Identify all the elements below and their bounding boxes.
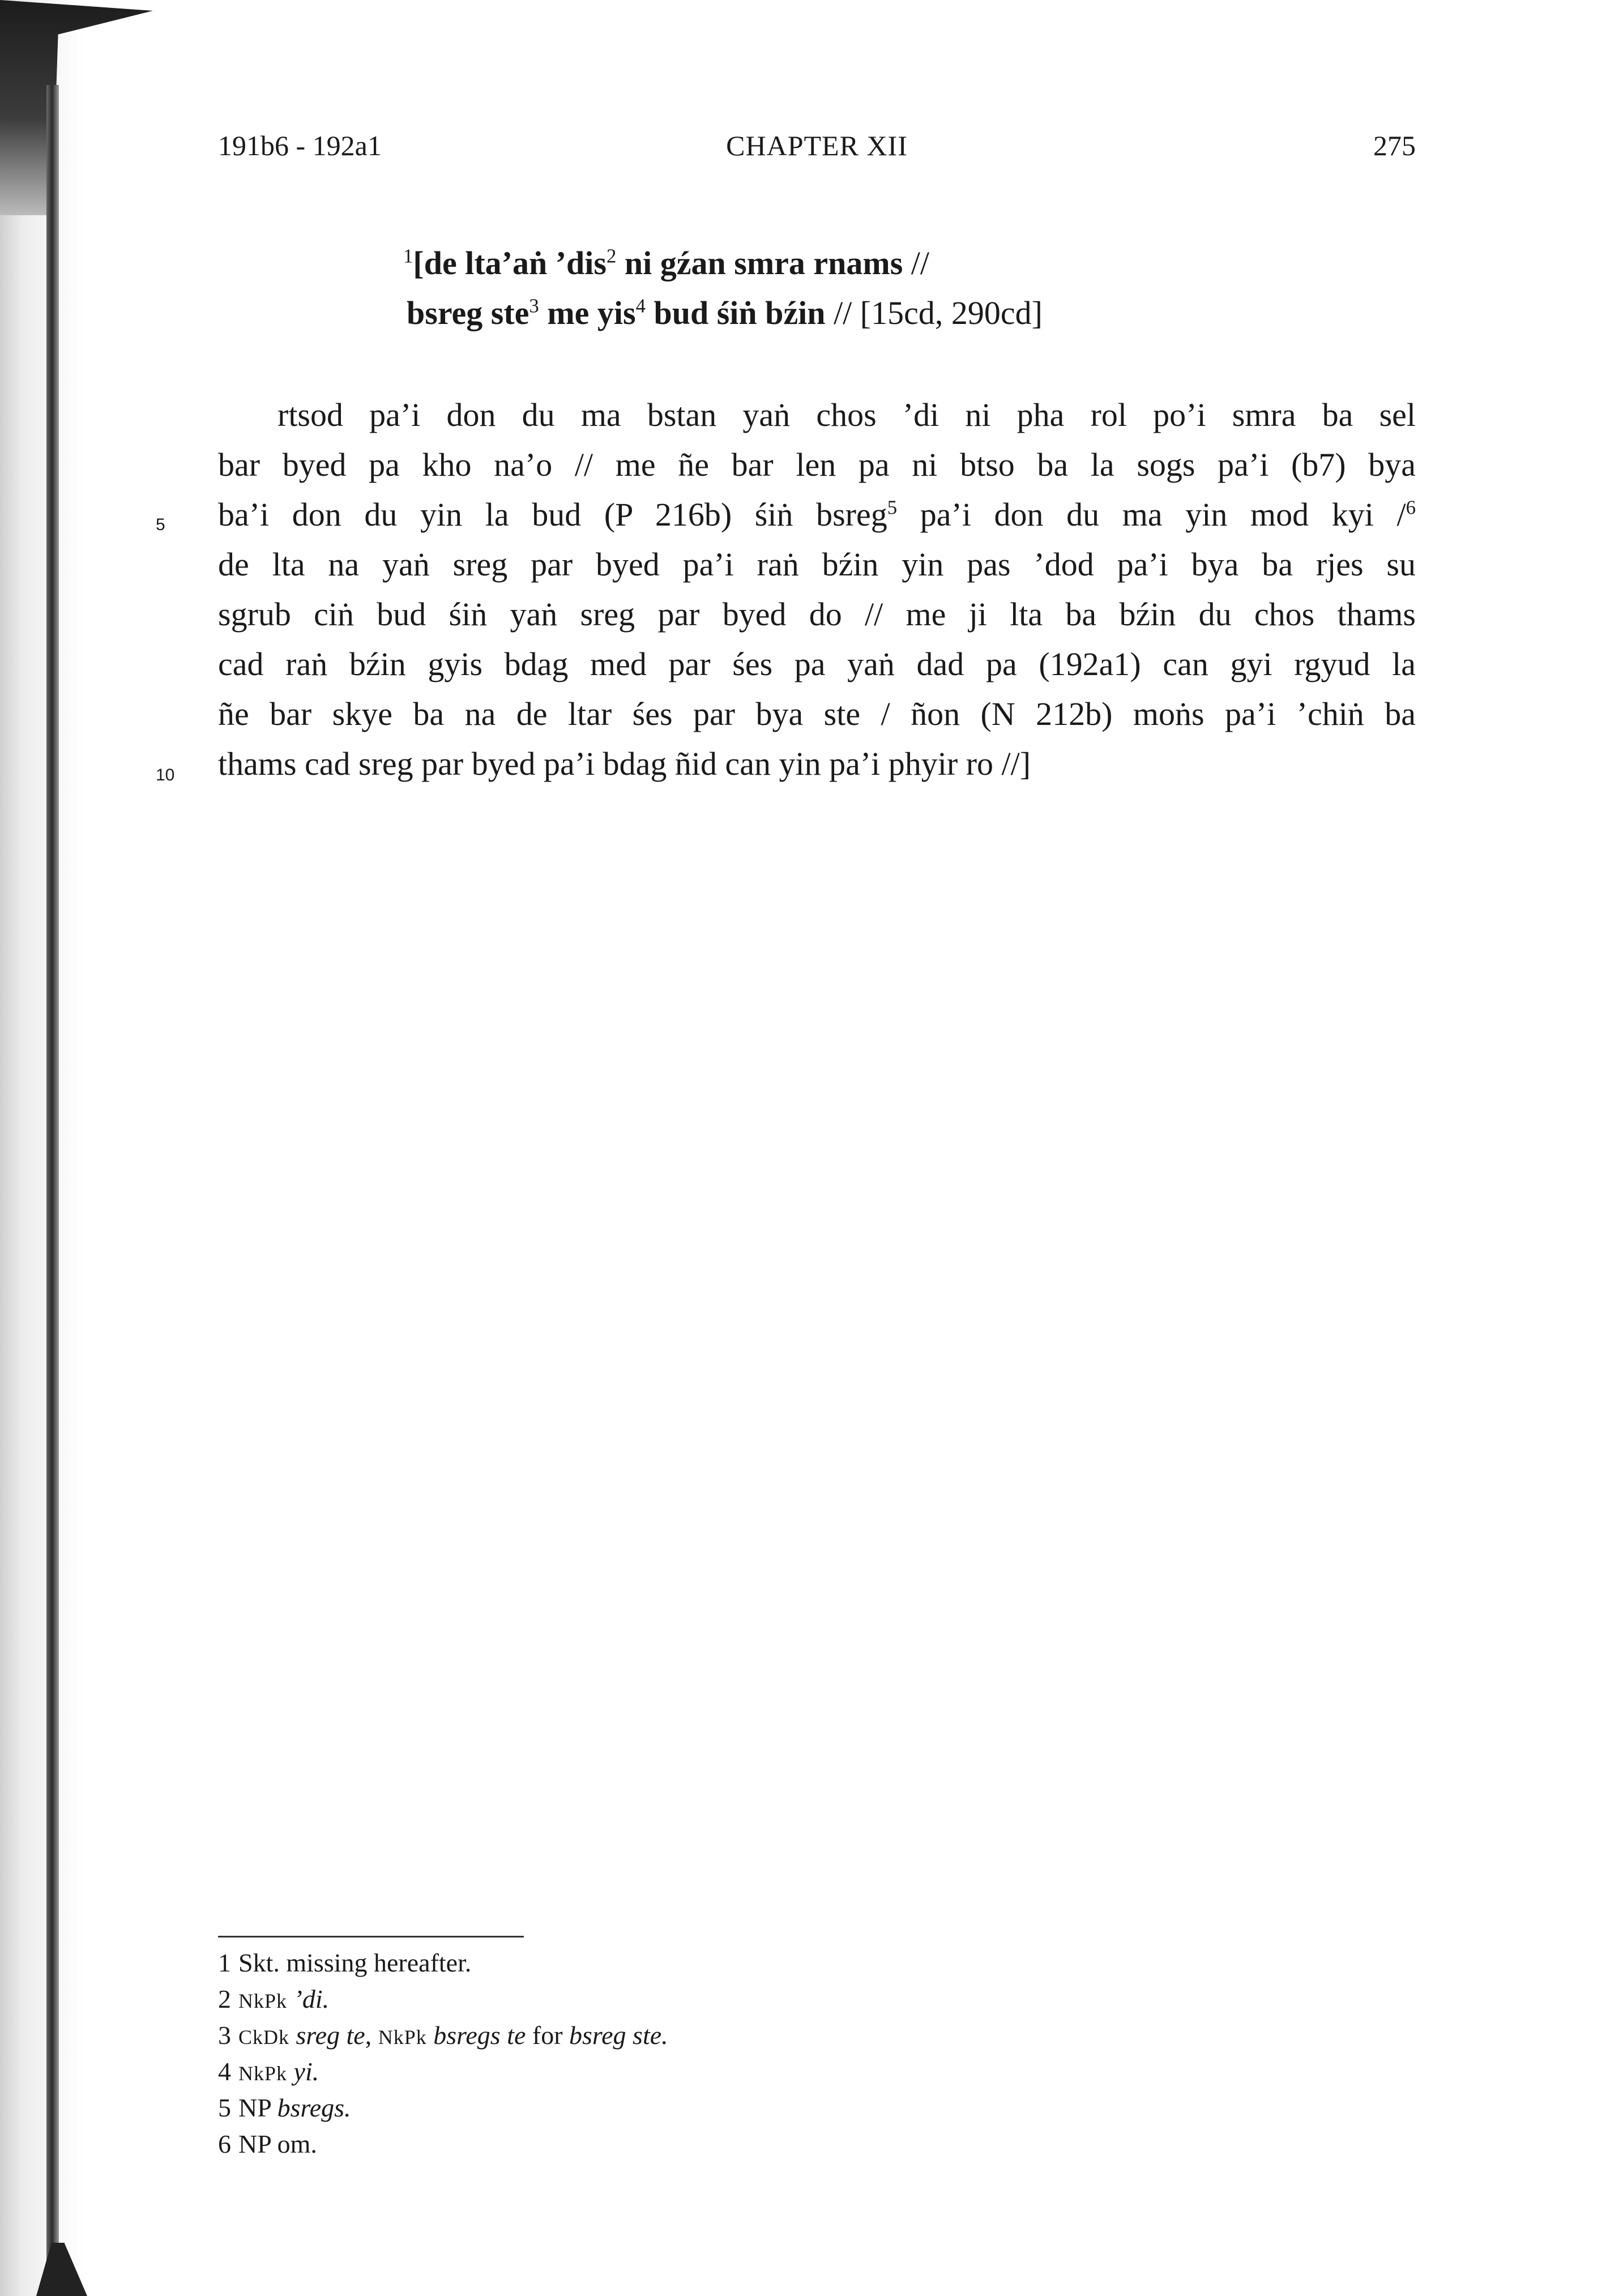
footnote	[218, 2020, 668, 2053]
footnote-number: 6	[218, 2129, 231, 2158]
verse-text: bsreg ste	[407, 295, 529, 331]
footnote-text: ,	[365, 2021, 378, 2050]
text-segment: ba’i don du yin la bud (P 216b) śiṅ bsreg	[218, 496, 887, 533]
verse-text: [de lta’aṅ ’dis	[413, 245, 607, 281]
footnote	[218, 2056, 319, 2089]
text-line: ñe bar skye ba na de ltar śes par bya ste / ñon (N 212b) moṅs pa’i ’chiṅ ba	[218, 695, 1416, 732]
footnote-ref: 4	[635, 295, 646, 317]
text-segment: pa’i don du ma yin mod kyi /	[897, 496, 1406, 533]
manuscript-siglum: NkPk	[378, 2026, 427, 2049]
footnote-ref: 5	[887, 496, 898, 519]
footnote-text	[289, 2021, 296, 2050]
text-line: thams cad sreg par byed pa’i bdag ñid can yin pa’i phyir ro //]	[218, 745, 1031, 782]
footnote-text: yi.	[293, 2057, 319, 2086]
footnote-ref: 2	[606, 245, 617, 267]
footnote-text: sreg te	[296, 2021, 365, 2050]
manuscript-siglum: CkDk	[238, 2026, 290, 2049]
footnote-number: 3	[218, 2021, 231, 2050]
footnote-text	[287, 1985, 294, 2013]
chapter-title: CHAPTER XII	[726, 130, 908, 161]
footnote-text: NP	[238, 2093, 277, 2122]
text-line: bar byed pa kho na’o // me ñe bar len pa ni btso ba la sogs pa’i (b7) bya	[218, 446, 1416, 483]
footnote-ref: 1	[403, 245, 413, 267]
folio-range: 191b6 - 192a1	[218, 130, 382, 161]
text-line: cad raṅ bźin gyis bdag med par śes pa yaṅ dad pa (192a1) can gyi rgyud la	[218, 646, 1416, 682]
line-number: 5	[156, 515, 165, 534]
line-number: 10	[156, 766, 175, 784]
footnote-ref: 6	[1406, 496, 1416, 519]
verse-line-2	[407, 293, 1043, 333]
footnote-text: bsreg ste.	[569, 2021, 668, 2050]
binding-shadow	[0, 0, 147, 2296]
text-line: sgrub ciṅ bud śiṅ yaṅ sreg par byed do // me ji lta ba bźin du chos thams	[218, 596, 1416, 633]
page-number: 275	[1373, 130, 1416, 161]
footnote-text	[287, 2057, 294, 2086]
verse-text: bud śiṅ bźin	[645, 295, 826, 331]
verse-text: ni gźan smra rnams	[616, 245, 903, 281]
footnote-text	[427, 2021, 434, 2050]
footnote	[218, 1947, 471, 1979]
footnote	[218, 2128, 317, 2160]
footnote-text: bsregs te	[433, 2021, 526, 2050]
verse-text: me yis	[539, 295, 636, 331]
verse-line-1	[403, 244, 929, 283]
footnote-text: Skt. missing hereafter.	[238, 1948, 472, 1977]
footnote-number: 2	[218, 1985, 231, 2013]
footnote-number: 5	[218, 2093, 231, 2122]
footnote	[218, 2092, 351, 2124]
footnote-text: for	[526, 2021, 570, 2050]
manuscript-siglum: NkPk	[238, 1990, 288, 2012]
footnote	[218, 1983, 329, 2017]
footnote-text: ’di.	[293, 1985, 330, 2013]
footnote-rule	[218, 1936, 524, 1937]
footnote-ref: 3	[529, 295, 539, 317]
manuscript-siglum: NkPk	[238, 2062, 288, 2085]
running-header	[218, 129, 1416, 169]
text-line	[218, 495, 1416, 535]
footnote-number: 1	[218, 1948, 231, 1977]
binding-spine	[46, 85, 59, 2294]
footnote-text: NP om.	[238, 2129, 317, 2158]
text-line: de lta na yaṅ sreg par byed pa’i raṅ bźin yin pas ’dod pa’i bya ba rjes su	[218, 546, 1416, 583]
verse-text: //	[903, 245, 930, 281]
text-line: rtsod pa’i don du ma bstan yaṅ chos ’di ni pha rol po’i smra ba sel	[277, 396, 1416, 433]
verse-reference: // [15cd, 290cd]	[825, 295, 1043, 331]
footnote-number: 4	[218, 2057, 231, 2086]
footnote-text: bsregs.	[277, 2093, 351, 2122]
